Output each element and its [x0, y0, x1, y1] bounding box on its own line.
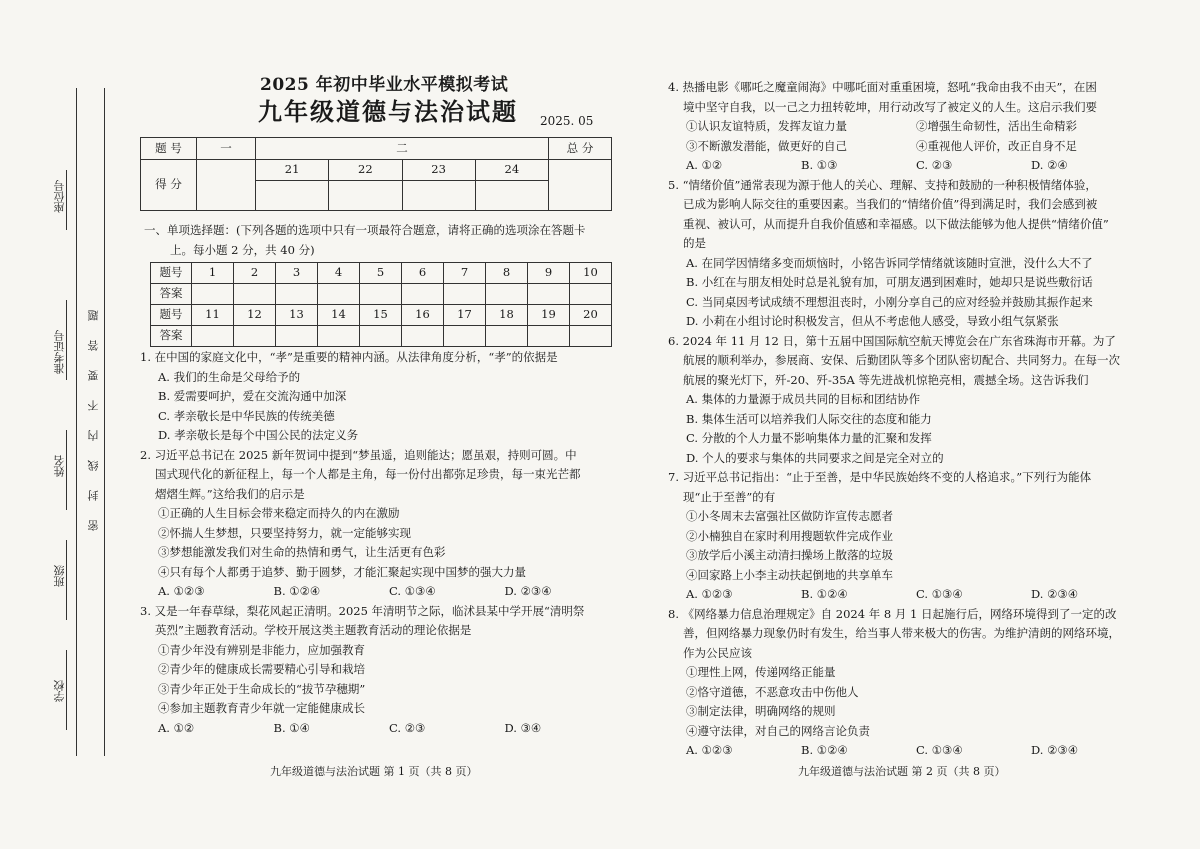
grid-answer-cell[interactable] [444, 326, 486, 347]
question-stem: 作为公民应该 [683, 645, 752, 660]
grid-q-num: 1 [192, 263, 234, 284]
answer-option: C. ①③④ [916, 743, 963, 757]
grid-answer-cell[interactable] [528, 284, 570, 305]
grid-q-num: 17 [444, 305, 486, 326]
question-stem: 4. 热播电影《哪吒之魔童闹海》中哪吒面对重重困境，怒吼“我命由我不由天”，在困 [668, 80, 1097, 94]
seal-char: 要 [87, 370, 100, 381]
binding-line [104, 88, 105, 756]
question-5 [668, 605, 1146, 761]
grid-q-num: 8 [486, 263, 528, 284]
answer-option: A. ①② [686, 158, 723, 172]
answer-option: B. ①②④ [801, 743, 848, 757]
question-stem: 英烈”主题教育活动。学校开展这类主题教育活动的理论依据是 [155, 623, 472, 637]
class-field [66, 540, 67, 620]
answer-option: D. ②③④ [1031, 587, 1079, 601]
grid-answer-cell[interactable] [318, 284, 360, 305]
grid-q-num: 12 [234, 305, 276, 326]
question-stem: 的是 [683, 236, 706, 250]
seat-no-field [66, 170, 67, 230]
seal-char: 不 [87, 400, 100, 411]
seal-char: 密 [87, 520, 100, 531]
question-stem: 航展的聚光灯下，歼-20、歼-35A 等先进战机惊艳亮相，震撼全场。这告诉我们 [683, 372, 1089, 387]
score-cell[interactable] [197, 160, 256, 211]
answer-option: C. ①③④ [916, 587, 963, 601]
answer-option: A. ①②③ [686, 587, 733, 601]
paper-title: 九年级道德与法治试题 [258, 97, 518, 126]
grid-answer-cell[interactable] [486, 326, 528, 347]
choice-item: ①认识友谊特质，发挥友谊力量 [686, 119, 847, 133]
binding-margin [0, 0, 120, 849]
seal-char: 题 [87, 310, 100, 321]
seal-char: 答 [87, 340, 100, 351]
score-header-cell: 题 号 [141, 138, 197, 160]
question-stem: 3. 又是一年春草绿，梨花风起正清明。2025 年清明节之际，临沭县某中学开展“清明祭 [140, 603, 585, 618]
grid-q-num: 7 [444, 263, 486, 284]
choice-item: ①正确的人生目标会带来稳定而持久的内在激励 [158, 506, 400, 520]
choice-item: ③不断激发潜能，做更好的自己 [686, 138, 847, 153]
left-questions [140, 348, 620, 738]
choice-item: ②怀揣人生梦想，只要坚持努力，就一定能够实现 [158, 525, 411, 540]
grid-answer-cell[interactable] [360, 326, 402, 347]
grid-q-num: 5 [360, 263, 402, 284]
choice-item: ①青少年没有辨别是非能力，应加强教育 [158, 642, 365, 657]
seal-char: 线 [87, 460, 100, 471]
exam-date: 2025. 05 [540, 114, 594, 128]
name-field [66, 430, 67, 510]
answer-options [668, 585, 1146, 605]
grid-q-label: 题号 [151, 263, 192, 284]
answer-option: B. ①④ [273, 720, 310, 735]
answer-option: C. ②③ [916, 158, 953, 172]
answer-options [140, 582, 620, 602]
grid-a-label: 答案 [151, 326, 192, 347]
question-stem: 7. 习近平总书记指出：“止于至善，是中华民族始终不变的人格追求。”下列行为能体 [668, 470, 1092, 484]
seal-char: 内 [87, 430, 100, 441]
choice-item: B. 爱需要呵护，爱在交流沟通中加深 [158, 389, 347, 403]
choice-pair [668, 137, 1146, 157]
grid-answer-cell[interactable] [192, 284, 234, 305]
grid-q-num: 16 [402, 305, 444, 326]
question-stem: 现“止于至善”的有 [683, 489, 776, 504]
question-2 [668, 176, 1146, 332]
answer-options [668, 741, 1146, 761]
grid-answer-cell[interactable] [444, 284, 486, 305]
answer-option: A. ①② [158, 720, 195, 735]
choice-item: ④回家路上小李主动扶起倒地的共享单车 [686, 567, 893, 582]
grid-q-num: 2 [234, 263, 276, 284]
exam-no-label: 准考证号 [53, 330, 66, 374]
grid-answer-cell[interactable] [360, 284, 402, 305]
score-cell[interactable] [475, 180, 548, 210]
choice-item: ③青少年正处于生命成长的“拔节孕穗期” [158, 681, 366, 696]
question-stem: 善，但网络暴力现象仍时有发生，给当事人带来极大的伤害。为维护清朗的网络环境， [683, 626, 1120, 640]
choice-item: ④重视他人评价，改正自身不足 [916, 138, 1077, 153]
question-stem: 8. 《网络暴力信息治理规定》自 2024 年 8 月 1 日起施行后，网络环境得到了一定的改 [668, 606, 1117, 621]
choice-item: ③制定法律，明确网络的规则 [686, 704, 836, 718]
score-header-cell: 二 [256, 138, 549, 160]
score-subnum: 22 [329, 160, 402, 181]
question-stem: 境中坚守自我，以一己之力扭转乾坤，用行动改写了被定义的人生。这启示我们要 [683, 99, 1097, 114]
question-stem: 国式现代化的新征程上，每一个人都是主角，每一份付出都弥足珍贵，每一束光芒都 [155, 467, 581, 481]
score-subnum: 23 [402, 160, 475, 181]
grid-q-num: 10 [570, 263, 612, 284]
section-heading [140, 221, 620, 260]
seal-char: 封 [87, 490, 100, 501]
answer-option: B. ①②④ [273, 584, 321, 598]
answer-option: D. ②④ [1031, 158, 1068, 172]
choice-item: B. 小红在与朋友相处时总是礼貌有加，可朋友遇到困难时，她却只是说些敷衍话 [686, 275, 1093, 289]
grid-q-num: 3 [276, 263, 318, 284]
score-table [140, 137, 612, 211]
binding-line [76, 88, 77, 756]
choice-item: ①理性上网，传递网络正能量 [686, 665, 836, 679]
score-row-label: 得 分 [141, 160, 197, 211]
choice-pair [668, 117, 1146, 137]
answer-option: C. ②③ [389, 720, 426, 735]
answer-grid [150, 262, 612, 347]
question-stem: 重视、被认可，从而提升自我价值感和幸福感。以下做法能够为他人提供“情绪价值” [683, 216, 1109, 231]
question-stem: 航展的顺利举办，参展商、安保、后勤团队等多个团队密切配合、共同努力。在每一次 [683, 353, 1120, 367]
choice-item: ②恪守道德，不恶意攻击中伤他人 [686, 684, 859, 699]
choice-item: C. 分散的个人力量不影响集体力量的汇聚和发挥 [686, 431, 932, 445]
answer-option: A. ①②③ [686, 743, 733, 757]
grid-q-num: 20 [570, 305, 612, 326]
grid-q-num: 13 [276, 305, 318, 326]
grid-answer-cell[interactable] [318, 326, 360, 347]
page-footer: 九年级道德与法治试题 第 2 页（共 8 页） [798, 765, 1006, 778]
score-cell[interactable] [549, 160, 612, 211]
score-subnum: 24 [475, 160, 548, 181]
answer-option: D. ②③④ [1031, 743, 1079, 757]
choice-item: ③梦想能激发我们对生命的热情和勇气，让生活更有色彩 [158, 545, 446, 559]
question-3 [668, 332, 1146, 469]
class-label: 班级 [53, 565, 66, 587]
question-3 [140, 602, 620, 739]
grid-answer-cell[interactable] [192, 326, 234, 347]
exam-title: 2025 年初中毕业水平模拟考试 [260, 75, 509, 95]
question-1 [668, 78, 1146, 176]
page-footer: 九年级道德与法治试题 第 1 页（共 8 页） [270, 765, 478, 778]
choice-item: ①小冬周末去富强社区做防诈宣传志愿者 [686, 509, 893, 523]
score-cell[interactable] [329, 180, 402, 210]
right-questions [668, 78, 1146, 761]
answer-options [140, 719, 620, 739]
answer-option: D. ③④ [504, 720, 542, 735]
exam-no-field [66, 300, 67, 380]
name-label: 姓名 [53, 455, 66, 477]
seat-no-label: 座位号 [53, 180, 66, 213]
grid-q-num: 11 [192, 305, 234, 326]
choice-item: ③放学后小溪主动清扫操场上散落的垃圾 [686, 548, 893, 562]
grid-q-label: 题号 [151, 305, 192, 326]
grid-answer-cell[interactable] [402, 284, 444, 305]
choice-item: B. 集体生活可以培养我们人际交往的态度和能力 [686, 411, 932, 426]
choice-item: ②青少年的健康成长需要精心引导和栽培 [158, 662, 365, 676]
school-field [66, 650, 67, 730]
answer-option: C. ①③④ [389, 584, 436, 598]
choice-item: ②小楠独自在家时利用搜题软件完成作业 [686, 528, 893, 543]
question-4 [668, 468, 1146, 605]
choice-item: D. 小莉在小组讨论时积极发言，但从不考虑他人感受，导致小组气氛紧张 [686, 314, 1059, 328]
grid-q-num: 6 [402, 263, 444, 284]
grid-q-num: 14 [318, 305, 360, 326]
score-cell[interactable] [256, 180, 329, 210]
choice-item: C. 孝亲敬长是中华民族的传统美德 [158, 408, 335, 423]
grid-answer-cell[interactable] [486, 284, 528, 305]
grid-answer-cell[interactable] [276, 284, 318, 305]
choice-item: C. 当同桌因考试成绩不理想沮丧时，小刚分享自己的应对经验并鼓励其振作起来 [686, 294, 1093, 309]
school-label: 学校 [53, 680, 66, 702]
grid-a-label: 答案 [151, 284, 192, 305]
choice-item: ④遵守法律，对自己的网络言论负责 [686, 723, 870, 738]
choice-item: A. 我们的生命是父母给予的 [158, 369, 301, 384]
grid-answer-cell[interactable] [570, 284, 612, 305]
answer-options [668, 156, 1146, 176]
section-heading-line: 一、单项选择题：(下列各题的选项中只有一项最符合题意，请将正确的选项涂在答题卡 [144, 223, 586, 237]
score-header-cell: 一 [197, 138, 256, 160]
section-heading-line: 上。每小题 2 分，共 40 分) [170, 242, 315, 257]
grid-answer-cell[interactable] [234, 284, 276, 305]
choice-item: ②增强生命韧性，活出生命精彩 [916, 119, 1077, 133]
answer-option: B. ①③ [801, 158, 838, 172]
question-1 [140, 348, 620, 446]
question-stem: 5. “情绪价值”通常表现为源于他人的关心、理解、支持和鼓励的一种积极情绪体验， [668, 177, 1097, 192]
score-header-cell: 总 分 [549, 138, 612, 160]
choice-item: D. 孝亲敬长是每个中国公民的法定义务 [158, 428, 359, 442]
choice-item: A. 集体的力量源于成员共同的目标和团结协作 [686, 392, 921, 406]
grid-answer-cell[interactable] [570, 326, 612, 347]
answer-option: A. ①②③ [158, 584, 205, 598]
answer-option: D. ②③④ [504, 584, 552, 598]
grid-answer-cell[interactable] [402, 326, 444, 347]
question-stem: 1. 在中国的家庭文化中，“孝”是重要的精神内涵。从法律角度分析，“孝”的依据是 [140, 350, 558, 364]
score-cell[interactable] [402, 180, 475, 210]
choice-item: A. 在同学因情绪多变而烦恼时，小铭告诉同学情绪就该随时宣泄，没什么大不了 [686, 255, 1093, 270]
question-stem: 2. 习近平总书记在 2025 新年贺词中提到“梦虽遥，追则能达；愿虽艰，持则可圆。中 [140, 447, 577, 462]
choice-item: D. 个人的要求与集体的共同要求之间是完全对立的 [686, 450, 944, 465]
choice-item: ④只有每个人都勇于追梦、勤于圆梦，才能汇聚起实现中国梦的强大力量 [158, 564, 526, 579]
choice-item: ④参加主题教育青少年就一定能健康成长 [158, 701, 365, 715]
grid-answer-cell[interactable] [528, 326, 570, 347]
grid-q-num: 15 [360, 305, 402, 326]
grid-q-num: 4 [318, 263, 360, 284]
question-stem: 6. 2024 年 11 月 12 日，第十五届中国国际航空航天博览会在广东省珠海市开幕。为了 [668, 333, 1116, 348]
grid-q-num: 18 [486, 305, 528, 326]
question-stem: 已成为影响人际交往的重要因素。当我们的“情绪价值”得到满足时，我们会感到被 [683, 197, 1098, 211]
score-subnum: 21 [256, 160, 329, 181]
question-stem: 熠熠生辉。”这给我们的启示是 [155, 486, 305, 501]
grid-q-num: 9 [528, 263, 570, 284]
question-2 [140, 446, 620, 602]
grid-q-num: 19 [528, 305, 570, 326]
grid-answer-cell[interactable] [276, 326, 318, 347]
grid-answer-cell[interactable] [234, 326, 276, 347]
answer-option: B. ①②④ [801, 587, 848, 601]
